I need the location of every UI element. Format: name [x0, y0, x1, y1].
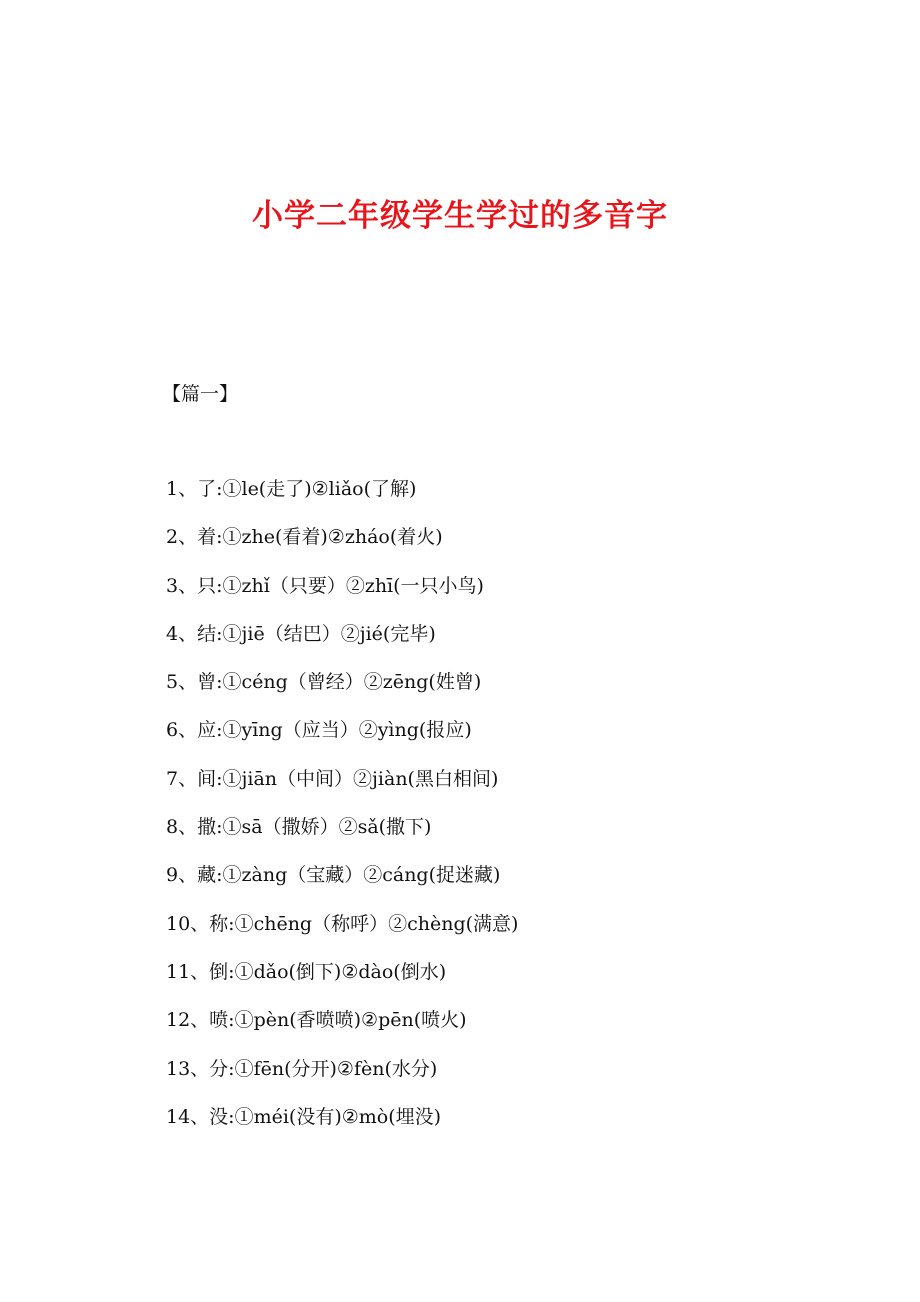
list-item: 8、撒:①sā（撒娇）②sǎ(撒下) — [166, 816, 432, 839]
list-item: 9、藏:①zàng（宝藏）②cáng(捉迷藏) — [166, 864, 501, 887]
list-item: 6、应:①yīng（应当）②yìng(报应) — [166, 719, 472, 742]
list-item: 5、曾:①céng（曾经）②zēng(姓曾) — [166, 671, 482, 694]
list-item: 11、倒:①dǎo(倒下)②dào(倒水) — [166, 960, 447, 983]
list-item: 1、了:①le(走了)②liǎo(了解) — [166, 478, 417, 500]
section-label: 【篇一】 — [162, 383, 239, 405]
list-item: 7、间:①jiān（中间）②jiàn(黑白相间) — [166, 767, 499, 790]
list-item: 4、结:①jiē（结巴）②jié(完毕) — [166, 622, 436, 645]
page-title: 小学二年级学生学过的多音字 — [252, 198, 668, 234]
list-item: 12、喷:①pèn(香喷喷)②pēn(喷火) — [166, 1009, 467, 1032]
list-item: 10、称:①chēng（称呼）②chèng(满意) — [166, 912, 519, 935]
list-item: 3、只:①zhǐ（只要）②zhī(一只小鸟) — [166, 574, 484, 597]
polyphonic-character-list — [166, 472, 846, 1148]
list-item: 2、着:①zhe(看着)②zháo(着火) — [166, 526, 443, 549]
list-item: 14、没:①méi(没有)②mò(埋没) — [166, 1105, 442, 1128]
list-item: 13、分:①fēn(分开)②fèn(水分) — [166, 1057, 438, 1080]
